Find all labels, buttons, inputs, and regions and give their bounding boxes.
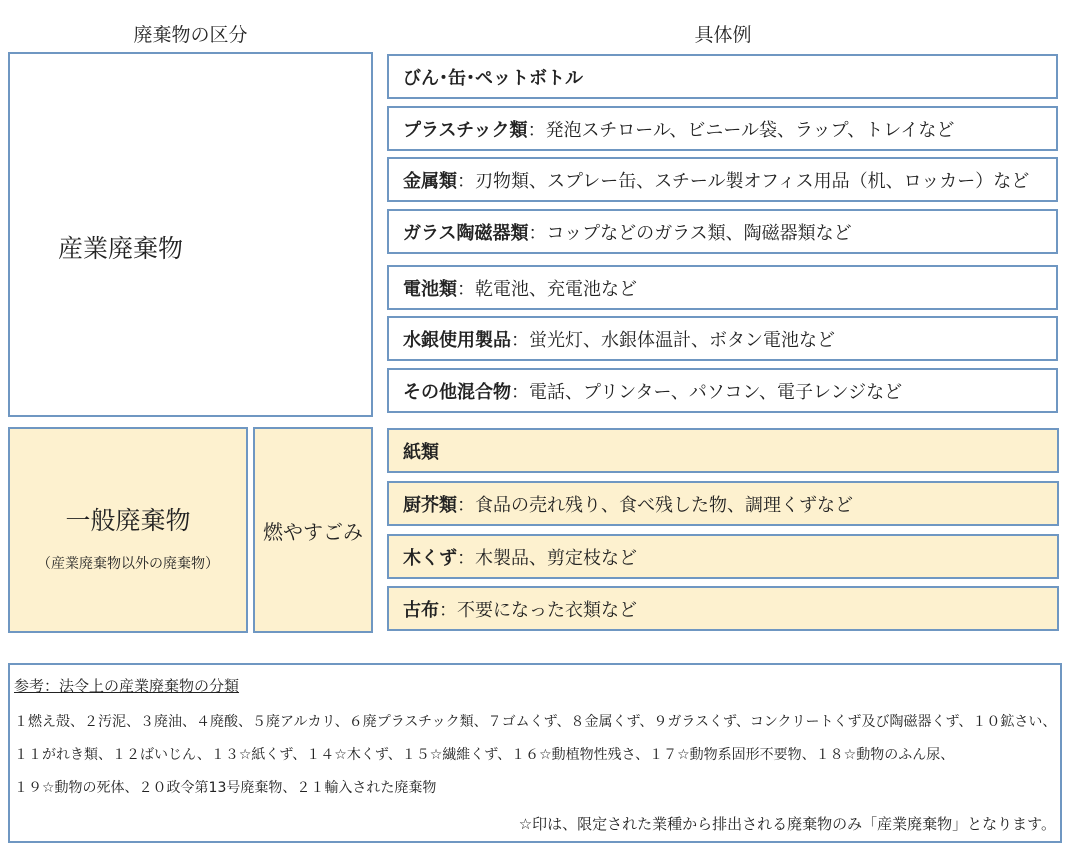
- item-separator: ：: [511, 381, 529, 403]
- item-name: プラスチック類: [403, 119, 528, 141]
- reference-line: １１がれき類、１２ばいじん、１３☆紙くず、１４☆木くず、１５☆繊維くず、１６☆動植物性残さ、１７☆動物系固形不要物、１８☆動物のふん尿、: [14, 747, 955, 763]
- industrial-item: [387, 157, 1058, 202]
- general-waste-note: （産業廃棄物以外の廃棄物）: [37, 556, 219, 572]
- item-name: 電池類: [403, 278, 457, 300]
- item-name: 金属類: [403, 170, 457, 192]
- item-description: 不要になった衣類など: [457, 599, 637, 621]
- general-item: [387, 586, 1059, 631]
- item-description: 蛍光灯、水銀体温計、ボタン電池など: [529, 329, 835, 351]
- reference-box: [8, 663, 1062, 843]
- industrial-item: [387, 209, 1058, 254]
- item-separator: ：: [528, 222, 547, 244]
- industrial-item: [387, 316, 1058, 361]
- item-name: 木くず: [403, 547, 457, 569]
- item-separator: ：: [439, 599, 457, 621]
- item-name: 水銀使用製品: [403, 329, 511, 351]
- item-name: ガラス陶磁器類: [403, 222, 529, 244]
- item-separator: ：: [457, 494, 475, 516]
- burnable-waste-label: 燃やすごみ: [263, 519, 363, 544]
- item-description: 木製品、剪定枝など: [475, 547, 637, 569]
- item-separator: ：: [457, 547, 475, 569]
- burnable-waste-box: [253, 427, 373, 633]
- item-name: 紙類: [403, 441, 439, 463]
- reference-title: 参考：法令上の産業廃棄物の分類: [14, 677, 240, 695]
- industrial-item: [387, 265, 1058, 310]
- industrial-item: [387, 368, 1058, 413]
- general-item: [387, 428, 1059, 473]
- general-waste-label: 一般廃棄物: [65, 506, 191, 535]
- item-description: 発泡スチロール、ビニール袋、ラップ、トレイなど: [545, 119, 955, 141]
- industrial-waste-label: 産業廃棄物: [58, 234, 184, 263]
- item-separator: ：: [457, 278, 475, 300]
- item-name: 厨芥類: [403, 494, 457, 516]
- item-name: その他混合物: [403, 381, 511, 403]
- general-item: [387, 534, 1059, 579]
- item-separator: ：: [511, 329, 529, 351]
- general-waste-box: [8, 427, 248, 633]
- reference-line: １燃え殻、２汚泥、３廃油、４廃酸、５廃アルカリ、６廃プラスチック類、７ゴムくず、８金属くず、９ガラスくず、コンクリートくず及び陶磁器くず、１０鉱さい、: [14, 714, 1057, 730]
- item-description: コップなどのガラス類、陶磁器類など: [546, 222, 852, 244]
- general-item: [387, 481, 1059, 526]
- industrial-waste-box: [8, 52, 373, 417]
- examples-header: 具体例: [694, 24, 752, 46]
- item-description: 食品の売れ残り、食べ残した物、調理くずなど: [475, 494, 853, 516]
- industrial-item: [387, 106, 1058, 151]
- item-name: びん･缶･ペットボトル: [403, 67, 583, 89]
- category-header: 廃棄物の区分: [133, 24, 248, 46]
- item-description: 乾電池、充電池など: [475, 278, 637, 300]
- item-separator: ：: [527, 119, 546, 141]
- reference-line: １９☆動物の死体、２０政令第13号廃棄物、２１輸入された廃棄物: [14, 780, 437, 796]
- industrial-item: [387, 54, 1058, 99]
- item-name: 古布: [403, 599, 439, 621]
- item-description: 刃物類、スプレー缶、スチール製オフィス用品（机、ロッカー）など: [475, 170, 1030, 192]
- reference-footnote: ☆印は、限定された業種から排出される廃棄物のみ「産業廃棄物」となります。: [518, 815, 1056, 833]
- item-separator: ：: [457, 170, 475, 192]
- item-description: 電話、プリンター、パソコン、電子レンジなど: [529, 381, 903, 403]
